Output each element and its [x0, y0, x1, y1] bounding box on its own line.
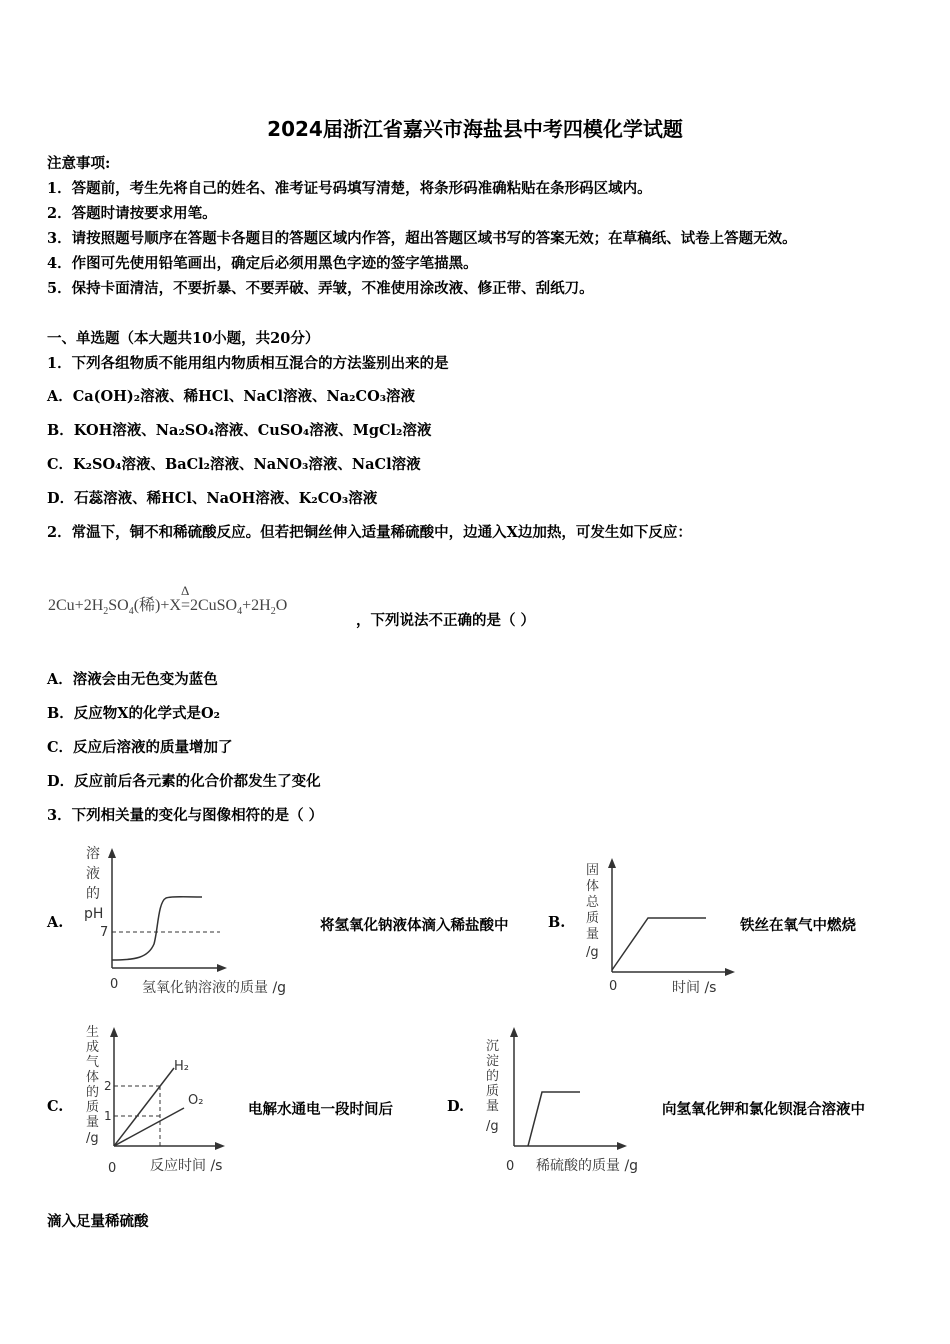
q3-graph-a — [80, 840, 320, 1000]
q3-c-h2-label: H₂ — [174, 1059, 189, 1074]
q3-graph-d — [480, 1020, 660, 1180]
q3-graph-b — [580, 850, 750, 1000]
q3-a-ylabel-2: 液 — [86, 866, 100, 882]
q3-a-origin: 0 — [110, 977, 119, 992]
q3-b-xlabel: 时间 /s — [672, 980, 717, 996]
q1-option-a: A．Ca(OH)₂溶液、稀HCl、NaCl溶液、Na₂CO₃溶液 — [47, 388, 416, 405]
q3-a-ylabel-4: pH — [84, 906, 104, 922]
notice-item-2: 2．答题时请按要求用笔。 — [47, 205, 217, 222]
q3-c-ylabel-4: 体 — [86, 1070, 100, 1085]
q1-option-b: B．KOH溶液、Na₂SO₄溶液、CuSO₄溶液、MgCl₂溶液 — [47, 422, 432, 439]
q2-option-a: A．溶液会由无色变为蓝色 — [47, 671, 218, 688]
q3-d-ylabel-4: 质 — [486, 1084, 500, 1099]
q3-stem: 3．下列相关量的变化与图像相符的是（ ） — [47, 807, 324, 824]
q3-a-desc: 将氢氧化钠液体滴入稀盐酸中 — [320, 917, 509, 934]
q3-d-ylabel-2: 淀 — [486, 1054, 500, 1069]
q3-d-letter: D. — [447, 1098, 465, 1115]
q3-d-origin: 0 — [506, 1159, 515, 1174]
q1-option-d: D．石蕊溶液、稀HCl、NaOH溶液、K₂CO₃溶液 — [47, 490, 378, 507]
q1-option-c: C．K₂SO₄溶液、BaCl₂溶液、NaNO₃溶液、NaCl溶液 — [47, 456, 421, 473]
page-title: 2024届浙江省嘉兴市海盐县中考四模化学试题 — [267, 117, 683, 141]
notice-item-1: 1．答题前，考生先将自己的姓名、准考证号码填写清楚，将条形码准确粘贴在条形码区域内。 — [47, 180, 652, 197]
delta-symbol: Δ — [180, 583, 190, 598]
q2-option-c: C．反应后溶液的质量增加了 — [47, 739, 233, 756]
q3-d-ylabel-3: 的 — [486, 1069, 500, 1084]
q3-c-desc: 电解水通电一段时间后 — [248, 1101, 393, 1118]
q3-b-ylabel-5: 量 — [586, 927, 600, 942]
q3-graph-c — [80, 1020, 250, 1180]
q3-b-ylabel-2: 体 — [586, 879, 600, 894]
q3-b-desc: 铁丝在氧气中燃烧 — [740, 917, 856, 934]
q3-c-ylabel-3: 气 — [86, 1055, 100, 1070]
q2-stem: 2．常温下，铜不和稀硫酸反应。但若把铜丝伸入适量稀硫酸中，边通入X边加热，可发生如下反应： — [47, 524, 692, 541]
q3-b-ylabel-4: 质 — [586, 911, 600, 926]
q1-stem: 1．下列各组物质不能用组内物质相互混合的方法鉴别出来的是 — [47, 355, 449, 372]
q3-c-ylabel-1: 生 — [86, 1025, 100, 1040]
q2-equation-tail: ，下列说法不正确的是（ ） — [356, 612, 536, 629]
q3-a-xlabel: 氢氧化钠溶液的质量 /g — [142, 980, 287, 996]
q3-c-ylabel-7: 量 — [86, 1115, 100, 1130]
notice-item-5: 5．保持卡面清洁，不要折暴、不要弄破、弄皱，不准使用涂改液、修正带、刮纸刀。 — [47, 280, 594, 297]
q3-c-tick-1: 1 — [104, 1109, 112, 1123]
q3-a-ylabel-1: 溶 — [86, 846, 100, 862]
q2-option-d: D．反应前后各元素的化合价都发生了变化 — [47, 773, 321, 790]
q2-equation: $2Cu+2H_2SO_4$(稀)+X Δ $=2CuSO_4+2H_2O$ — [48, 583, 288, 618]
q3-c-o2-label: O₂ — [188, 1093, 204, 1108]
q3-d-desc-continued: 滴入足量稀硫酸 — [47, 1213, 149, 1230]
q3-b-origin: 0 — [609, 979, 618, 994]
q3-a-tick-7: 7 — [100, 925, 109, 940]
q3-c-ylabel-2: 成 — [86, 1040, 100, 1055]
q3-b-ylabel-3: 总 — [586, 895, 600, 910]
q3-c-tick-2: 2 — [104, 1079, 112, 1093]
q3-b-ylabel-1: 固 — [586, 863, 600, 878]
q3-d-ylabel-5: 量 — [486, 1099, 500, 1114]
q3-b-letter: B. — [548, 914, 566, 931]
notice-item-3: 3．请按照题号顺序在答题卡各题目的答题区域内作答，超出答题区域书写的答案无效；在草稿纸、试卷上答题无效。 — [47, 230, 797, 247]
notice-item-4: 4．作图可先使用铅笔画出，确定后必须用黑色字迹的签字笔描黑。 — [47, 255, 478, 272]
q3-d-desc: 向氢氧化钾和氯化钡混合溶液中 — [662, 1101, 865, 1118]
q3-d-ylabel-6: /g — [486, 1119, 499, 1134]
section-heading: 一、单选题（本大题共10小题，共20分） — [47, 330, 320, 347]
q3-c-ylabel-6: 质 — [86, 1100, 100, 1115]
q3-a-letter: A. — [47, 914, 64, 931]
q2-option-b: B．反应物X的化学式是O₂ — [47, 705, 220, 722]
q3-b-ylabel-6: /g — [586, 945, 599, 960]
q3-c-ylabel-5: 的 — [86, 1085, 100, 1100]
q3-d-xlabel: 稀硫酸的质量 /g — [536, 1158, 639, 1174]
q3-a-ylabel-3: 的 — [86, 886, 100, 902]
q3-c-xlabel: 反应时间 /s — [150, 1158, 223, 1174]
q3-c-origin: 0 — [108, 1161, 117, 1176]
notice-heading: 注意事项: — [47, 155, 111, 172]
q3-d-ylabel-1: 沉 — [486, 1039, 500, 1054]
q3-c-letter: C. — [47, 1098, 64, 1115]
q3-c-ylabel-8: /g — [86, 1131, 99, 1146]
